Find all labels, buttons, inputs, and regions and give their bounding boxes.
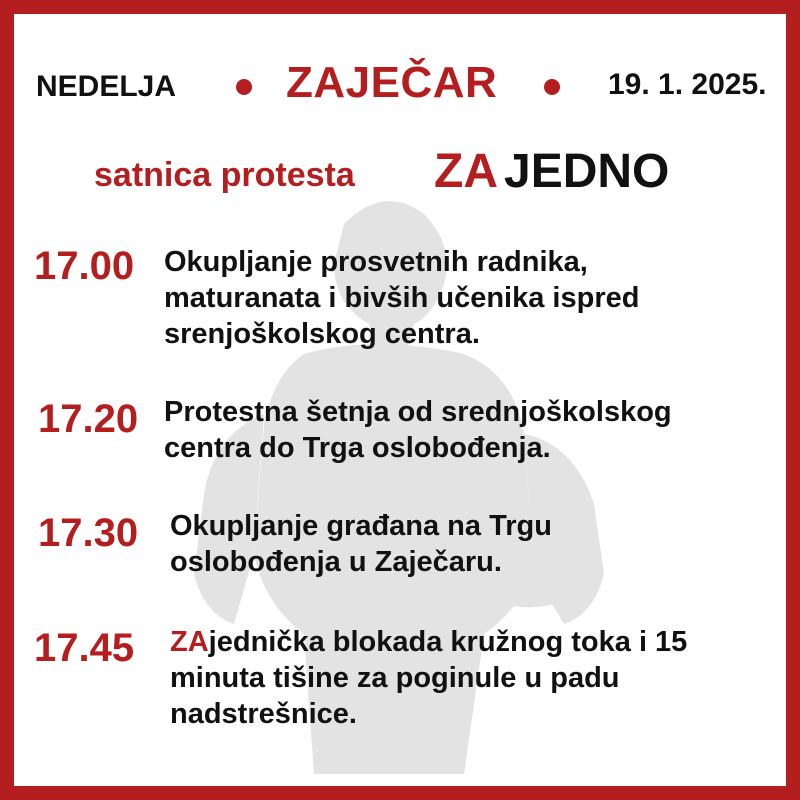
- event-line: minuta tišine za poginule u padu: [170, 662, 620, 694]
- event-line: centra do Trga oslobođenja.: [164, 432, 551, 464]
- event-line: srenjoškolskog centra.: [164, 318, 480, 350]
- event-description: [164, 244, 639, 352]
- event-line-rest: jednička blokada kružnog toka i 15: [208, 626, 688, 658]
- event-line: Okupljanje građana na Trgu: [170, 510, 552, 542]
- red-dot-icon: [544, 79, 560, 95]
- event-line: [170, 624, 687, 660]
- event-description: [164, 394, 672, 466]
- brand-prefix-inline: ZA: [170, 626, 209, 658]
- event-line: Okupljanje prosvetnih radnika,: [164, 246, 588, 278]
- event-line: nadstrešnice.: [170, 698, 357, 730]
- event-time: 17.30: [38, 511, 139, 555]
- event-time: 17.00: [34, 244, 135, 288]
- event-time: 17.45: [34, 626, 135, 670]
- day-label: NEDELJA: [36, 70, 177, 103]
- subtitle-row: [14, 142, 786, 202]
- event-line: maturanata i bivših učenika ispred: [164, 282, 640, 314]
- event-time: 17.20: [38, 397, 139, 441]
- red-dot-icon: [236, 79, 252, 95]
- event-line: Protestna šetnja od srednjoškolskog: [164, 396, 672, 428]
- brand-prefix: ZA: [434, 145, 498, 198]
- header-bar: [14, 56, 786, 116]
- date-label: 19. 1. 2025.: [608, 68, 767, 101]
- schedule-subtitle: satnica protesta: [94, 156, 355, 194]
- event-description: [170, 624, 687, 732]
- event-description: [170, 508, 552, 580]
- city-title: ZAJEČAR: [286, 58, 498, 107]
- brand-suffix: JEDNO: [504, 145, 670, 198]
- event-line: oslobođenja u Zaječaru.: [170, 546, 502, 578]
